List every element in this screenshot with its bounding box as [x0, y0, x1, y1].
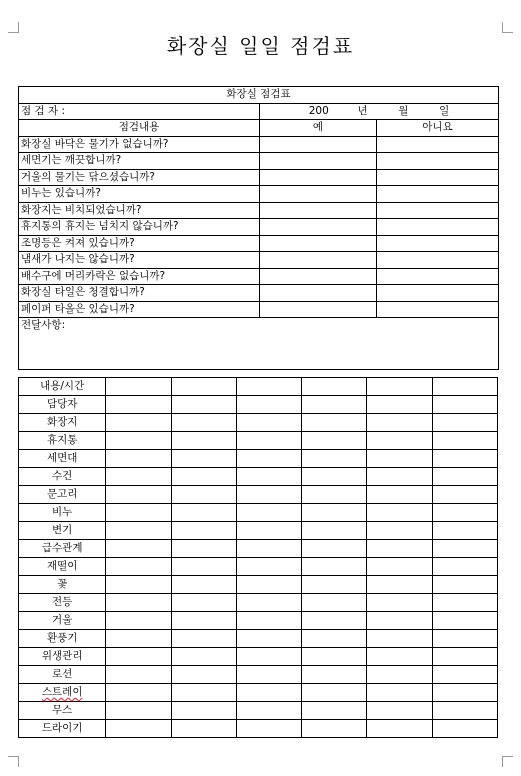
- daily-check-cell[interactable]: [236, 486, 301, 504]
- daily-check-cell[interactable]: [171, 702, 236, 720]
- daily-check-cell[interactable]: [171, 468, 236, 486]
- column-header-yes: 예: [260, 120, 377, 137]
- answer-no-cell[interactable]: [377, 153, 499, 170]
- daily-check-cell[interactable]: [236, 450, 301, 468]
- checklist-row: [19, 202, 499, 219]
- answer-no-cell[interactable]: [377, 252, 499, 269]
- daily-check-cell[interactable]: [432, 504, 497, 522]
- daily-item-text: 전등: [52, 596, 73, 608]
- daily-row: [19, 558, 498, 576]
- answer-no-cell[interactable]: [377, 136, 499, 153]
- checklist-row: [19, 285, 499, 302]
- daily-check-cell[interactable]: [171, 594, 236, 612]
- daily-item-label: [19, 504, 106, 522]
- daily-check-cell[interactable]: [106, 720, 171, 738]
- checklist-item-label: 페이퍼 타올은 있습니까?: [19, 301, 260, 318]
- daily-check-cell[interactable]: [171, 396, 236, 414]
- daily-check-cell[interactable]: [367, 558, 432, 576]
- time-slot-header[interactable]: [367, 378, 432, 396]
- checklist-item-label: 화장실 타일은 청결합니까?: [19, 285, 260, 302]
- daily-check-cell[interactable]: [171, 450, 236, 468]
- daily-row: [19, 396, 498, 414]
- daily-check-cell[interactable]: [106, 522, 171, 540]
- daily-check-cell[interactable]: [367, 630, 432, 648]
- answer-no-cell[interactable]: [377, 235, 499, 252]
- daily-check-cell[interactable]: [171, 576, 236, 594]
- daily-check-cell[interactable]: [367, 522, 432, 540]
- answer-no-cell[interactable]: [377, 202, 499, 219]
- daily-check-cell[interactable]: [367, 504, 432, 522]
- daily-check-cell[interactable]: [236, 630, 301, 648]
- daily-item-label: [19, 450, 106, 468]
- daily-item-label: [19, 432, 106, 450]
- checklist-row: [19, 186, 499, 203]
- answer-yes-cell[interactable]: [260, 301, 377, 318]
- answer-no-cell[interactable]: [377, 169, 499, 186]
- daily-item-text: 휴지통: [46, 434, 78, 446]
- daily-item-text: 꽃: [57, 578, 68, 590]
- daily-header-label: 내용/시간: [19, 378, 106, 396]
- daily-check-cell[interactable]: [432, 468, 497, 486]
- daily-check-cell[interactable]: [302, 432, 367, 450]
- daily-item-label: [19, 720, 106, 738]
- daily-check-cell[interactable]: [236, 576, 301, 594]
- checklist-item-label: 세면기는 깨끗합니까?: [19, 153, 260, 170]
- daily-check-cell[interactable]: [302, 594, 367, 612]
- daily-check-cell[interactable]: [432, 558, 497, 576]
- daily-row: [19, 468, 498, 486]
- daily-check-cell[interactable]: [106, 504, 171, 522]
- remarks-label: 전달사항:: [21, 319, 66, 331]
- daily-check-cell[interactable]: [302, 558, 367, 576]
- daily-item-text: 무스: [52, 704, 73, 716]
- answer-no-cell[interactable]: [377, 285, 499, 302]
- daily-item-label: [19, 558, 106, 576]
- daily-check-cell[interactable]: [106, 630, 171, 648]
- checklist-row: [19, 153, 499, 170]
- corner-mark-bottom-left: [8, 756, 19, 767]
- answer-no-cell[interactable]: [377, 268, 499, 285]
- answer-yes-cell[interactable]: [260, 153, 377, 170]
- daily-row: [19, 414, 498, 432]
- daily-check-cell[interactable]: [106, 540, 171, 558]
- daily-check-cell[interactable]: [302, 414, 367, 432]
- daily-row: [19, 576, 498, 594]
- checklist-item-label: 조명등은 켜져 있습니까?: [19, 235, 260, 252]
- daily-item-label: [19, 702, 106, 720]
- time-slot-header[interactable]: [236, 378, 301, 396]
- time-slot-header[interactable]: [171, 378, 236, 396]
- daily-check-cell[interactable]: [432, 576, 497, 594]
- daily-item-text: 드라이기: [41, 722, 83, 734]
- daily-check-cell[interactable]: [432, 666, 497, 684]
- checklist-item-label: 배수구에 머리카락은 없습니까?: [19, 268, 260, 285]
- daily-check-cell[interactable]: [302, 630, 367, 648]
- checklist-heading: 화장실 점검표: [19, 87, 499, 104]
- daily-item-text: 환풍기: [46, 632, 78, 644]
- daily-check-cell[interactable]: [106, 396, 171, 414]
- corner-mark-bottom-right: [502, 756, 513, 767]
- daily-check-table: [18, 377, 498, 738]
- time-slot-header[interactable]: [302, 378, 367, 396]
- daily-check-cell[interactable]: [302, 720, 367, 738]
- document-title: 화장실 일일 점검표: [166, 34, 355, 58]
- daily-check-cell[interactable]: [367, 576, 432, 594]
- daily-check-cell[interactable]: [236, 702, 301, 720]
- daily-check-cell[interactable]: [302, 684, 367, 702]
- daily-check-cell[interactable]: [432, 396, 497, 414]
- daily-item-label: [19, 414, 106, 432]
- daily-check-cell[interactable]: [106, 702, 171, 720]
- time-slot-header[interactable]: [432, 378, 497, 396]
- daily-item-text: 문고리: [46, 488, 78, 500]
- daily-item-text: 변기: [52, 524, 73, 536]
- daily-check-cell[interactable]: [106, 576, 171, 594]
- daily-check-cell[interactable]: [236, 540, 301, 558]
- daily-item-label: [19, 396, 106, 414]
- checklist-row: [19, 268, 499, 285]
- daily-check-cell[interactable]: [432, 702, 497, 720]
- daily-check-cell[interactable]: [171, 630, 236, 648]
- daily-row: [19, 486, 498, 504]
- answer-yes-cell[interactable]: [260, 252, 377, 269]
- daily-check-cell[interactable]: [171, 558, 236, 576]
- daily-check-cell[interactable]: [302, 576, 367, 594]
- daily-check-cell[interactable]: [106, 684, 171, 702]
- daily-item-label: [19, 684, 106, 702]
- daily-check-cell[interactable]: [367, 396, 432, 414]
- daily-item-text: 비누: [52, 506, 73, 518]
- daily-check-cell[interactable]: [432, 720, 497, 738]
- daily-check-cell[interactable]: [432, 594, 497, 612]
- daily-check-cell[interactable]: [171, 612, 236, 630]
- daily-check-cell[interactable]: [106, 486, 171, 504]
- daily-item-text: 거울: [52, 614, 73, 626]
- daily-item-text: 세면대: [46, 452, 78, 464]
- daily-check-cell[interactable]: [432, 450, 497, 468]
- daily-check-cell[interactable]: [106, 666, 171, 684]
- daily-check-cell[interactable]: [171, 684, 236, 702]
- daily-check-cell[interactable]: [302, 540, 367, 558]
- daily-row: [19, 522, 498, 540]
- daily-item-label: [19, 594, 106, 612]
- daily-check-cell[interactable]: [367, 720, 432, 738]
- date-day-unit: 일: [439, 104, 450, 117]
- daily-item-text: 재떨이: [46, 560, 78, 572]
- daily-check-cell[interactable]: [171, 648, 236, 666]
- remarks-field[interactable]: [19, 318, 499, 370]
- daily-check-cell[interactable]: [432, 648, 497, 666]
- daily-check-cell[interactable]: [171, 414, 236, 432]
- checklist-row: [19, 301, 499, 318]
- daily-check-cell[interactable]: [106, 558, 171, 576]
- daily-check-cell[interactable]: [236, 396, 301, 414]
- checklist-table: [18, 86, 499, 370]
- daily-row: [19, 450, 498, 468]
- date-year-unit: 년: [357, 104, 368, 117]
- date-field[interactable]: [260, 103, 499, 120]
- daily-row: [19, 648, 498, 666]
- checklist-item-label: 화장지는 비치되었습니까?: [19, 202, 260, 219]
- daily-check-cell[interactable]: [367, 594, 432, 612]
- daily-check-cell[interactable]: [367, 414, 432, 432]
- column-header-no: 아니요: [377, 120, 499, 137]
- daily-check-cell[interactable]: [106, 468, 171, 486]
- daily-check-cell[interactable]: [236, 720, 301, 738]
- daily-item-label: [19, 522, 106, 540]
- daily-check-cell[interactable]: [367, 684, 432, 702]
- answer-yes-cell[interactable]: [260, 219, 377, 236]
- date-month-unit: 월: [398, 104, 409, 117]
- daily-row: [19, 720, 498, 738]
- daily-check-cell[interactable]: [367, 702, 432, 720]
- daily-item-label: [19, 576, 106, 594]
- daily-check-cell[interactable]: [432, 540, 497, 558]
- daily-check-cell[interactable]: [432, 630, 497, 648]
- inspector-label: 점 검 자 :: [19, 103, 260, 120]
- daily-check-cell[interactable]: [236, 504, 301, 522]
- answer-yes-cell[interactable]: [260, 202, 377, 219]
- daily-check-cell[interactable]: [302, 504, 367, 522]
- daily-row: [19, 504, 498, 522]
- daily-check-cell[interactable]: [236, 594, 301, 612]
- daily-check-cell[interactable]: [367, 648, 432, 666]
- daily-item-label: [19, 612, 106, 630]
- daily-check-cell[interactable]: [367, 450, 432, 468]
- answer-yes-cell[interactable]: [260, 186, 377, 203]
- daily-check-cell[interactable]: [171, 720, 236, 738]
- daily-check-cell[interactable]: [236, 432, 301, 450]
- daily-check-cell[interactable]: [236, 684, 301, 702]
- daily-check-cell[interactable]: [367, 432, 432, 450]
- daily-check-cell[interactable]: [106, 648, 171, 666]
- daily-check-cell[interactable]: [432, 612, 497, 630]
- remarks-row: [19, 318, 499, 370]
- checklist-item-label: 거울의 물기는 닦으셨습니까?: [19, 169, 260, 186]
- answer-no-cell[interactable]: [377, 186, 499, 203]
- daily-check-cell[interactable]: [106, 432, 171, 450]
- daily-check-cell[interactable]: [236, 558, 301, 576]
- daily-check-cell[interactable]: [236, 522, 301, 540]
- daily-check-cell[interactable]: [106, 414, 171, 432]
- daily-check-cell[interactable]: [302, 396, 367, 414]
- daily-check-cell[interactable]: [302, 486, 367, 504]
- daily-item-text: 급수관계: [41, 542, 83, 554]
- answer-no-cell[interactable]: [377, 219, 499, 236]
- daily-check-cell[interactable]: [432, 414, 497, 432]
- daily-item-text: 스트레이: [41, 686, 83, 698]
- daily-item-text: 로션: [52, 668, 73, 680]
- daily-row: [19, 666, 498, 684]
- daily-check-cell[interactable]: [171, 486, 236, 504]
- daily-check-cell[interactable]: [106, 594, 171, 612]
- daily-check-cell[interactable]: [236, 666, 301, 684]
- daily-row: [19, 702, 498, 720]
- daily-check-cell[interactable]: [302, 522, 367, 540]
- answer-yes-cell[interactable]: [260, 136, 377, 153]
- daily-check-cell[interactable]: [302, 666, 367, 684]
- daily-item-text: 위생관리: [41, 650, 83, 662]
- daily-item-text: 화장지: [46, 416, 78, 428]
- checklist-row: [19, 235, 499, 252]
- daily-row: [19, 684, 498, 702]
- daily-check-cell[interactable]: [302, 612, 367, 630]
- checklist-item-label: 화장실 바닥은 물기가 없습니까?: [19, 136, 260, 153]
- daily-check-cell[interactable]: [432, 684, 497, 702]
- daily-check-cell[interactable]: [302, 450, 367, 468]
- answer-yes-cell[interactable]: [260, 268, 377, 285]
- daily-check-cell[interactable]: [171, 432, 236, 450]
- daily-row: [19, 594, 498, 612]
- daily-check-cell[interactable]: [432, 522, 497, 540]
- daily-item-label: [19, 648, 106, 666]
- answer-no-cell[interactable]: [377, 301, 499, 318]
- checklist-row: [19, 252, 499, 269]
- daily-check-cell[interactable]: [302, 648, 367, 666]
- checklist-row: [19, 169, 499, 186]
- time-slot-header[interactable]: [106, 378, 171, 396]
- daily-check-cell[interactable]: [367, 612, 432, 630]
- daily-item-label: [19, 630, 106, 648]
- daily-row: [19, 612, 498, 630]
- daily-check-cell[interactable]: [367, 540, 432, 558]
- daily-check-cell[interactable]: [236, 468, 301, 486]
- daily-check-cell[interactable]: [367, 468, 432, 486]
- daily-check-cell[interactable]: [367, 666, 432, 684]
- daily-check-cell[interactable]: [236, 612, 301, 630]
- daily-row: [19, 630, 498, 648]
- checklist-item-label: 냄새가 나지는 않습니까?: [19, 252, 260, 269]
- date-year: 200: [308, 104, 329, 117]
- daily-item-label: [19, 468, 106, 486]
- daily-item-label: [19, 666, 106, 684]
- daily-row: [19, 432, 498, 450]
- checklist-item-label: 휴지통의 휴지는 넘치지 않습니까?: [19, 219, 260, 236]
- daily-check-cell[interactable]: [171, 540, 236, 558]
- answer-yes-cell[interactable]: [260, 169, 377, 186]
- daily-check-cell[interactable]: [302, 702, 367, 720]
- checklist-row: [19, 219, 499, 236]
- daily-check-cell[interactable]: [171, 522, 236, 540]
- daily-check-cell[interactable]: [302, 468, 367, 486]
- daily-check-cell[interactable]: [432, 432, 497, 450]
- daily-item-label: [19, 540, 106, 558]
- answer-yes-cell[interactable]: [260, 235, 377, 252]
- daily-check-cell[interactable]: [236, 648, 301, 666]
- daily-check-cell[interactable]: [171, 666, 236, 684]
- daily-check-cell[interactable]: [367, 486, 432, 504]
- daily-item-text: 수건: [52, 470, 73, 482]
- daily-check-cell[interactable]: [106, 612, 171, 630]
- daily-check-cell[interactable]: [236, 414, 301, 432]
- daily-check-cell[interactable]: [171, 504, 236, 522]
- checklist-item-label: 비누는 있습니까?: [19, 186, 260, 203]
- daily-check-cell[interactable]: [106, 450, 171, 468]
- daily-row: [19, 540, 498, 558]
- daily-item-label: [19, 486, 106, 504]
- column-header-content: 점검내용: [19, 120, 260, 137]
- daily-item-text: 담당자: [46, 398, 78, 410]
- daily-check-cell[interactable]: [432, 486, 497, 504]
- checklist-row: [19, 136, 499, 153]
- answer-yes-cell[interactable]: [260, 285, 377, 302]
